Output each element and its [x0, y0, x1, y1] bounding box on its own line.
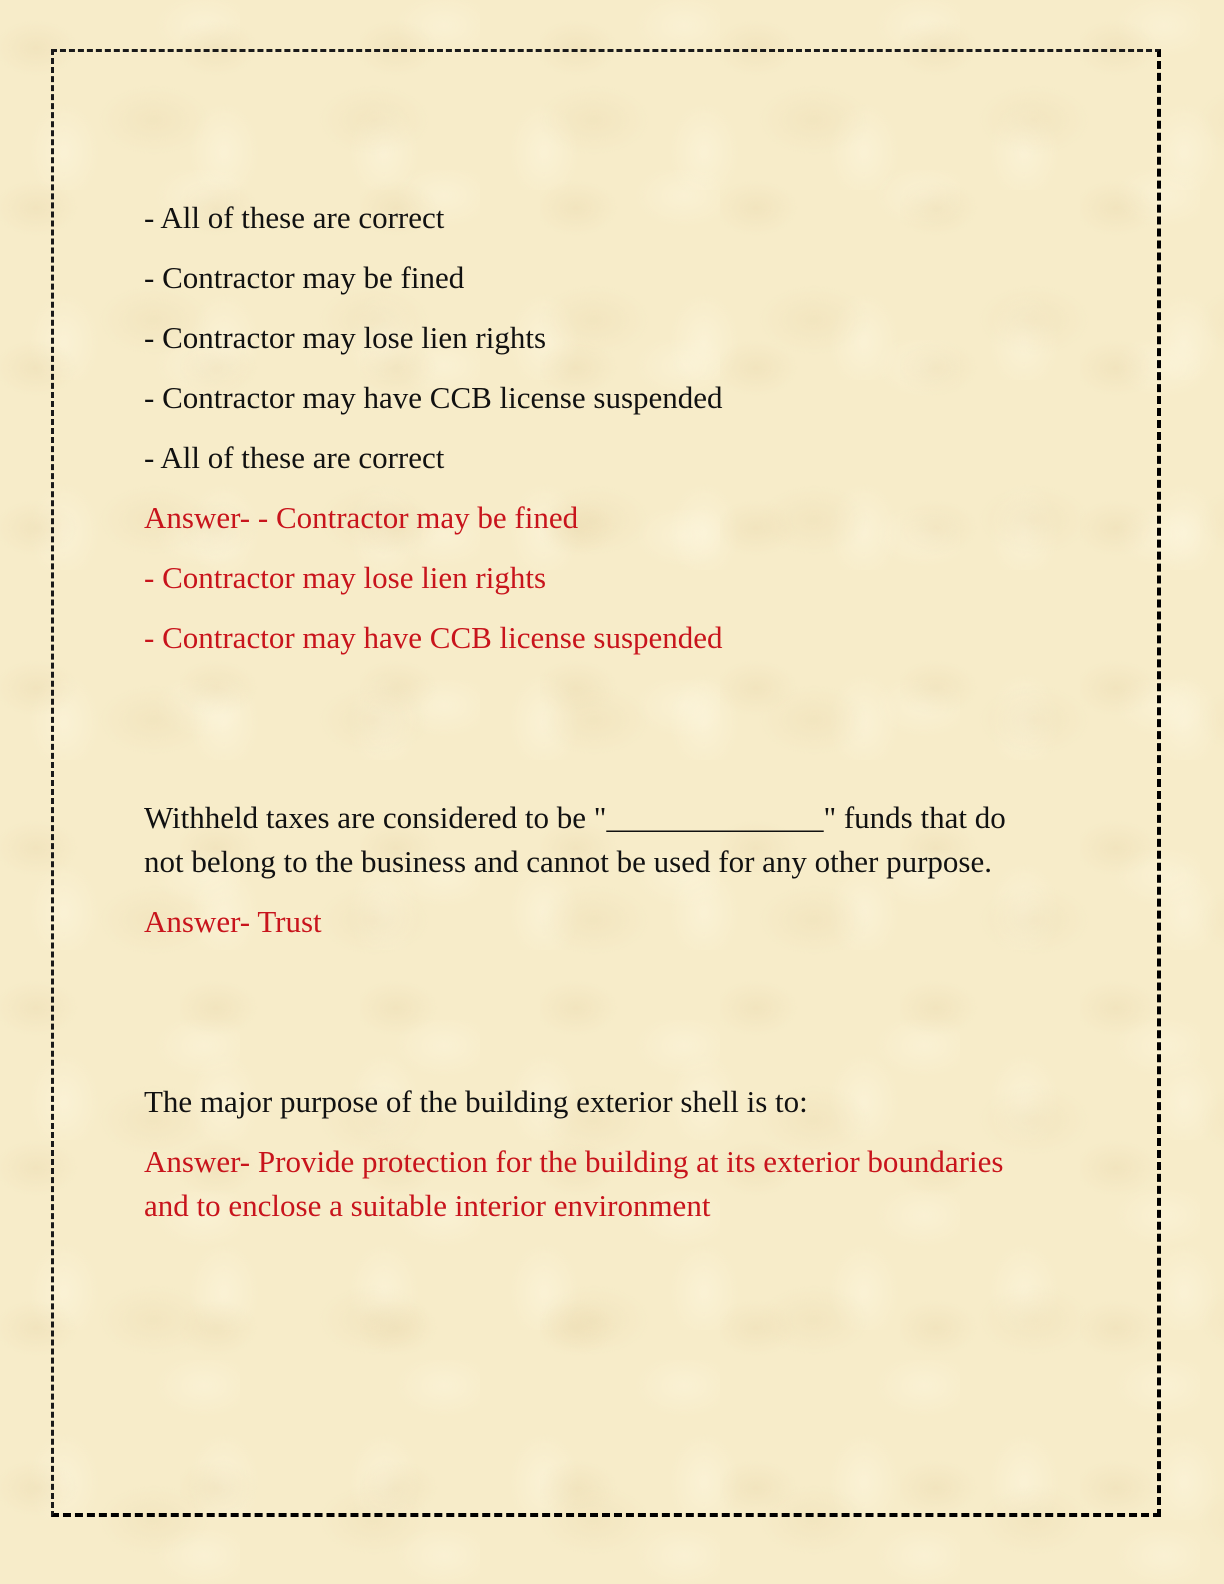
question-text: Withheld taxes are considered to be "______________" funds that do not belong to the business and cannot be used for any other purpose. — [144, 800, 1006, 879]
option-line: - Contractor may lose lien rights — [144, 320, 547, 355]
option-line: - Contractor may have CCB license suspended — [144, 380, 723, 415]
document-content — [144, 196, 1044, 1244]
question-block-2 — [144, 796, 1044, 944]
option-line: - All of these are correct — [144, 200, 445, 235]
option-line: - Contractor may be fined — [144, 260, 465, 295]
answer-line: Answer- - Contractor may be fined — [144, 500, 579, 535]
question-text: The major purpose of the building exterior shell is to: — [144, 1084, 808, 1119]
answer-text: Answer- Trust — [144, 904, 322, 939]
question-block-1 — [144, 196, 1044, 660]
answer-line: - Contractor may lose lien rights — [144, 560, 547, 595]
spacer — [144, 960, 1044, 1080]
spacer — [144, 676, 1044, 796]
option-line: - All of these are correct — [144, 440, 445, 475]
answer-text: Answer- Provide protection for the building at its exterior boundaries and to enclose a suitable interior environment — [144, 1144, 1004, 1223]
answer-line: - Contractor may have CCB license suspended — [144, 620, 723, 655]
question-block-3 — [144, 1080, 1044, 1228]
